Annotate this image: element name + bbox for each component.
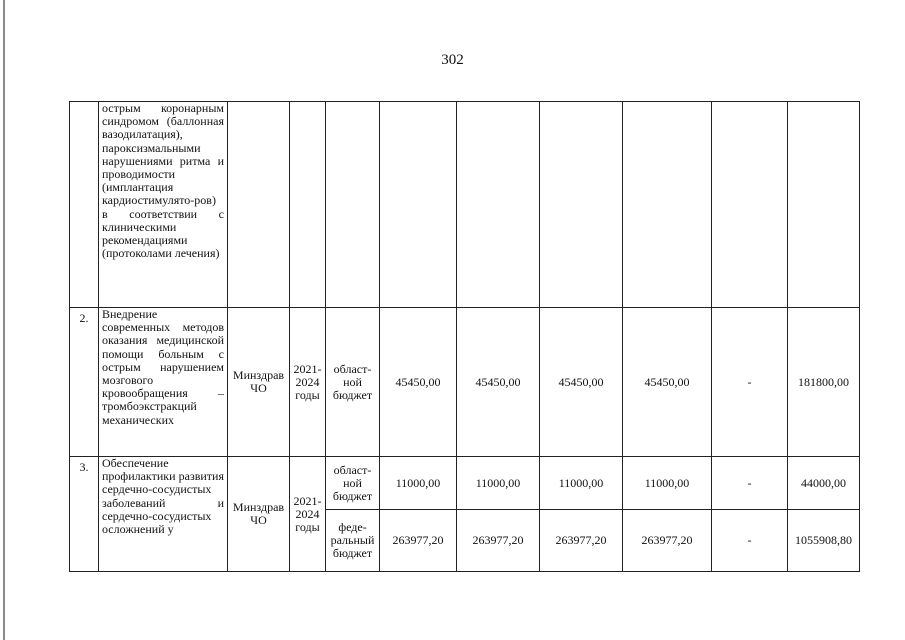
value-cell: 263977,20: [457, 510, 540, 572]
funding-source-cell: област-ной бюджет: [326, 457, 380, 510]
value-cell: [712, 102, 788, 308]
row-number: [70, 102, 99, 308]
value-cell: [540, 102, 623, 308]
value-cell: -: [712, 510, 788, 572]
value-cell: -: [712, 308, 788, 457]
executor-cell: Минздрав ЧО: [228, 457, 290, 572]
measure-description: острым коронарным синдромом (баллонная вазодилатация), пароксизмальными нарушениями ритма и проводимости (имплантация кардиостимулято-ров) в соответствии с клиническими рекомендациями (протоколами лечения): [99, 102, 228, 308]
row-number: 2.: [70, 308, 99, 457]
value-cell: 11000,00: [380, 457, 457, 510]
value-cell: 11000,00: [457, 457, 540, 510]
total-cell: 44000,00: [788, 457, 860, 510]
total-cell: [788, 102, 860, 308]
executor-cell: Минздрав ЧО: [228, 308, 290, 457]
value-cell: 263977,20: [623, 510, 712, 572]
value-cell: 263977,20: [540, 510, 623, 572]
table-row: [70, 102, 860, 308]
value-cell: 45450,00: [540, 308, 623, 457]
measure-description: Внедрение современных методов оказания медицинской помощи больным с острым нарушением мозгового кровообращения – тромбоэкстракций механических: [99, 308, 228, 457]
period-cell: 2021-2024 годы: [290, 457, 326, 572]
measure-description: [99, 457, 228, 572]
value-cell: 263977,20: [380, 510, 457, 572]
description-text: Обеспечение профилактики развития сердечно-сосудистых заболеваний и сердечно-сосудистых осложнений у: [102, 457, 224, 537]
period-cell: 2021-2024 годы: [290, 308, 326, 457]
value-cell: [380, 102, 457, 308]
value-cell: 45450,00: [380, 308, 457, 457]
funding-source-cell: област-ной бюджет: [326, 308, 380, 457]
row-number: 3.: [70, 457, 99, 572]
value-cell: 45450,00: [457, 308, 540, 457]
funding-source-cell: феде-ральный бюджет: [326, 510, 380, 572]
value-cell: 11000,00: [623, 457, 712, 510]
table-row: [70, 457, 860, 510]
table-row: [70, 308, 860, 457]
total-cell: 1055908,80: [788, 510, 860, 572]
value-cell: -: [712, 457, 788, 510]
budget-table: [69, 101, 860, 572]
value-cell: [623, 102, 712, 308]
page-scan-edge: [3, 0, 5, 640]
value-cell: [457, 102, 540, 308]
value-cell: 11000,00: [540, 457, 623, 510]
executor-cell: [228, 102, 290, 308]
period-cell: [290, 102, 326, 308]
value-cell: 45450,00: [623, 308, 712, 457]
page-number: 302: [441, 52, 464, 68]
funding-source-cell: [326, 102, 380, 308]
total-cell: 181800,00: [788, 308, 860, 457]
